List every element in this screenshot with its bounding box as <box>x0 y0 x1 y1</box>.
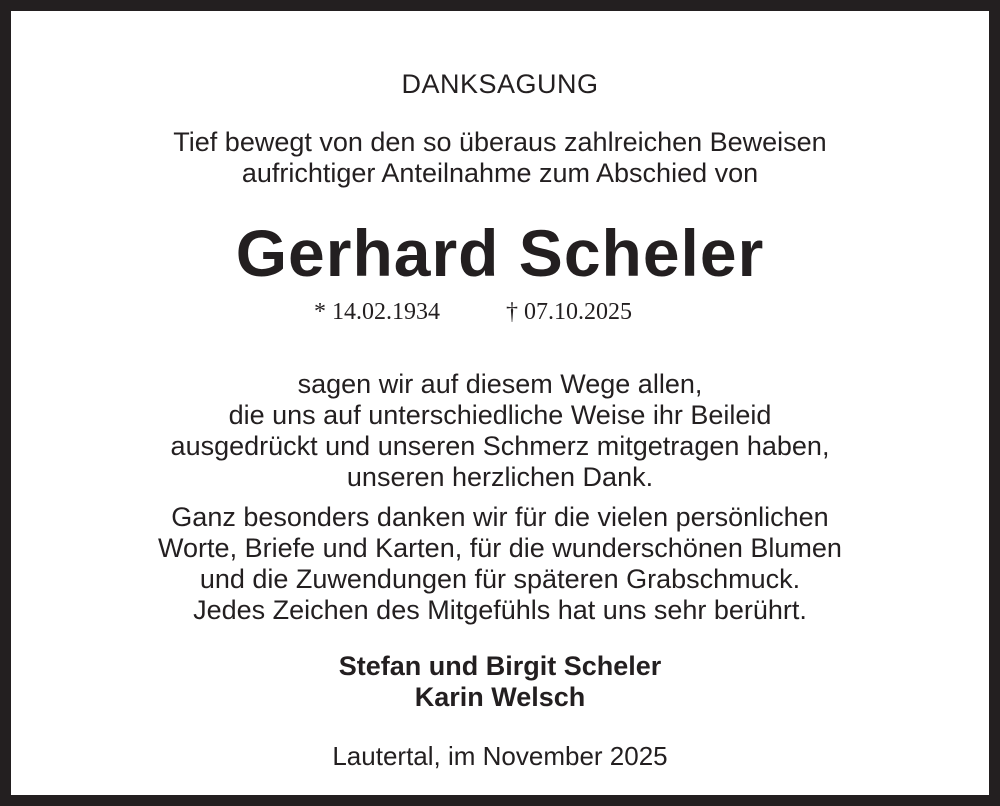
paragraph-line: sagen wir auf diesem Wege allen, <box>297 369 703 399</box>
paragraph-line: Ganz besonders danken wir für die vielen persönlichen <box>171 502 829 532</box>
place-date: Lautertal, im November 2025 <box>332 741 668 771</box>
signer-name: Stefan und Birgit Scheler <box>338 651 662 681</box>
paragraph-line: unseren herzlichen Dank. <box>346 462 654 492</box>
notice-heading: DANKSAGUNG <box>401 69 599 99</box>
paragraph-line: Jedes Zeichen des Mitgefühls hat uns sehr berührt. <box>193 595 807 625</box>
birth-date: * 14.02.1934 <box>314 299 440 325</box>
special-thanks-paragraph <box>22 502 978 626</box>
paragraph-line: Worte, Briefe und Karten, für die wunderschönen Blumen <box>158 533 842 563</box>
deceased-name: Gerhard Scheler <box>235 216 765 290</box>
paragraph-line: die uns auf unterschiedliche Weise ihr Beileid <box>228 400 772 430</box>
paragraph-line: ausgedrückt und unseren Schmerz mitgetragen haben, <box>170 431 830 461</box>
intro-line: Tief bewegt von den so überaus zahlreichen Beweisen <box>173 127 827 157</box>
intro-text <box>22 127 978 189</box>
notice-content <box>22 11 978 795</box>
paragraph-line: und die Zuwendungen für späteren Grabschmuck. <box>199 564 801 594</box>
death-date: † 07.10.2025 <box>506 299 632 325</box>
signer-name: Karin Welsch <box>414 682 586 712</box>
intro-line: aufrichtiger Anteilnahme zum Abschied von <box>241 158 759 188</box>
thanks-paragraph <box>22 369 978 493</box>
signers <box>22 651 978 713</box>
